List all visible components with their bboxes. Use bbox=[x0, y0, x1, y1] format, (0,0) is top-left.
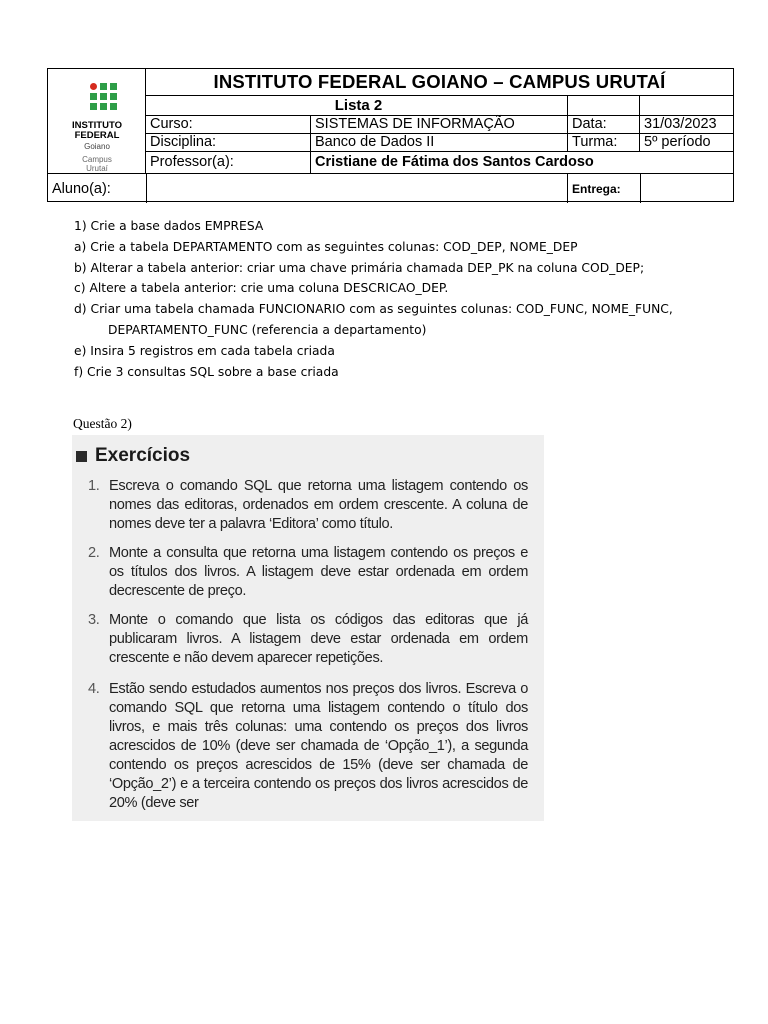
question-line: c) Altere a tabela anterior: crie uma coluna DESCRICAO_DEP. bbox=[74, 281, 449, 296]
exercise-item bbox=[88, 680, 528, 813]
data-value: 31/03/2023 bbox=[639, 115, 734, 133]
exercise-text: Monte o comando que lista os códigos das editoras que já publicaram livros. A listagem deve estar ordenada em ordem crescente e não devem aparecer repetições. bbox=[109, 612, 528, 666]
question-line: e) Insira 5 registros em cada tabela criada bbox=[74, 343, 335, 358]
exercises-scan bbox=[72, 435, 544, 821]
header-table bbox=[47, 68, 734, 202]
questao-2-label: Questão 2) bbox=[73, 416, 132, 431]
exercise-number: 1. bbox=[88, 478, 100, 494]
list-title-blank bbox=[567, 95, 639, 115]
curso-value: SISTEMAS DE INFORMAÇÃO bbox=[310, 115, 567, 133]
question-line: DEPARTAMENTO_FUNC (referencia a departamento) bbox=[108, 322, 427, 337]
professor-label: Professor(a): bbox=[150, 154, 234, 170]
list-title: Lista 2 bbox=[334, 96, 383, 114]
professor-row bbox=[146, 151, 733, 173]
disciplina-row bbox=[146, 133, 733, 151]
exercise-item bbox=[88, 611, 528, 668]
aluno-field[interactable] bbox=[146, 174, 567, 203]
entrega-label: Entrega: bbox=[567, 174, 640, 203]
entrega-field[interactable] bbox=[640, 174, 734, 203]
exercise-item bbox=[88, 544, 528, 601]
question-line: d) Criar uma tabela chamada FUNCIONARIO com as seguintes colunas: COD_FUNC, NOME_FUNC, bbox=[74, 302, 673, 317]
logo-name-line3: Goiano bbox=[84, 142, 110, 151]
logo-name-line1: INSTITUTO bbox=[72, 120, 122, 131]
exercise-number: 4. bbox=[88, 681, 100, 697]
exercise-number: 3. bbox=[88, 612, 100, 628]
data-label: Data: bbox=[567, 115, 639, 133]
exercises-heading-text: Exercícios bbox=[95, 445, 191, 466]
exercises-heading bbox=[76, 445, 190, 467]
institution-logo bbox=[48, 69, 146, 173]
curso-row bbox=[146, 115, 733, 133]
exercise-text: Estão sendo estudados aumentos nos preços dos livros. Escreva o comando SQL que retorna uma listagem contendo o título dos livros, e mais três colunas: uma contendo os preços dos livros acrescidos de 10% (deve ser chamada de ‘Opção_1’), a segunda contendo os preços acrescidos de 15% (deve ser chamada de ‘Opção_2’) e a terceira contendo os preços dos livros acrescidos de 20% (deve ser bbox=[109, 681, 528, 811]
institution-title: INSTITUTO FEDERAL GOIANO – CAMPUS URUTAÍ bbox=[213, 71, 666, 92]
questions-list bbox=[74, 216, 673, 382]
question-line: 1) Crie a base dados EMPRESA bbox=[74, 219, 264, 233]
aluno-label: Aluno(a): bbox=[52, 180, 111, 197]
exercise-text: Monte a consulta que retorna uma listagem contendo os preços e os títulos dos livros. A listagem deve estar ordenada em ordem decrescente de preço. bbox=[109, 545, 528, 599]
square-bullet-icon bbox=[76, 451, 87, 462]
if-logo-icon bbox=[90, 83, 118, 111]
turma-value: 5º período bbox=[639, 133, 734, 151]
exercise-number: 2. bbox=[88, 545, 100, 561]
aluno-row bbox=[48, 173, 733, 203]
question-line: f) Crie 3 consultas SQL sobre a base criada bbox=[74, 364, 339, 379]
exercise-text: Escreva o comando SQL que retorna uma listagem contendo os nomes das editoras, ordenados em ordem crescente. A coluna de nomes deve ter a palavra ‘Editora’ como título. bbox=[109, 478, 528, 532]
curso-label: Curso: bbox=[150, 116, 193, 132]
list-title-blank-2 bbox=[639, 95, 733, 115]
turma-label: Turma: bbox=[567, 133, 639, 151]
question-line: a) Crie a tabela DEPARTAMENTO com as seguintes colunas: COD_DEP, NOME_DEP bbox=[74, 239, 578, 254]
list-title-row bbox=[146, 95, 733, 115]
disciplina-value: Banco de Dados II bbox=[310, 133, 567, 151]
exercise-item bbox=[88, 477, 528, 534]
professor-value: Cristiane de Fátima dos Santos Cardoso bbox=[310, 151, 735, 173]
disciplina-label: Disciplina: bbox=[150, 134, 217, 150]
question-line: b) Alterar a tabela anterior: criar uma chave primária chamada DEP_PK na coluna COD_DEP; bbox=[74, 260, 645, 275]
logo-campus-line1: Campus bbox=[82, 155, 112, 164]
logo-name-line2: FEDERAL bbox=[74, 130, 120, 141]
logo-campus-line2: Urutaí bbox=[86, 164, 108, 173]
